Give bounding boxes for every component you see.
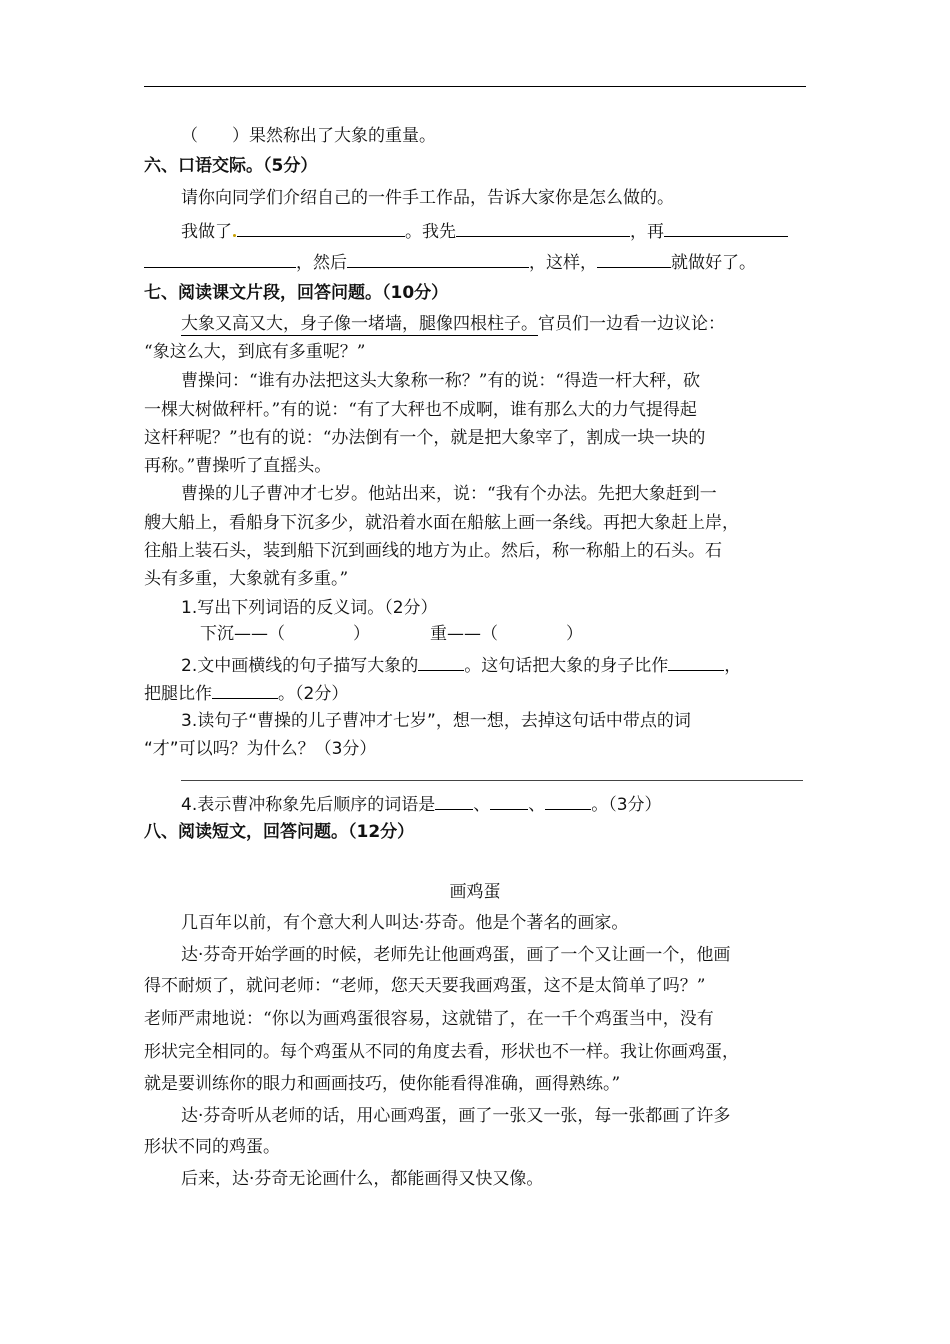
fill-blank[interactable] — [490, 791, 528, 810]
fill-blank[interactable] — [545, 791, 591, 810]
text: 4.表示曹冲称象先后顺序的词语是 — [181, 795, 436, 815]
text: 。（3分） — [591, 795, 662, 815]
passage-7-p3-line-1: 曹操的儿子曹冲才七岁。他站出来，说：“我有个办法。先把大象赶到一 — [181, 484, 717, 504]
underlined-sentence: 大象又高又大，身子像一堵墙，腿像四根柱子。 — [181, 314, 538, 334]
fill-blank[interactable] — [668, 652, 724, 671]
text: ，再 — [630, 222, 664, 242]
text: 。（2分） — [278, 684, 349, 704]
fill-blank[interactable] — [456, 218, 630, 237]
section-7-heading: 七、阅读课文片段，回答问题。（10分） — [144, 283, 449, 303]
fill-blank[interactable] — [237, 218, 405, 237]
story-p2-line-3: 老师严肃地说：“你以为画鸡蛋很容易，这就错了，在一千个鸡蛋当中，没有 — [144, 1009, 714, 1029]
story-title: 画鸡蛋 — [449, 882, 501, 902]
fill-blank[interactable] — [144, 249, 296, 268]
story-p1: 几百年以前，有个意大利人叫达·芬奇。他是个著名的画家。 — [181, 913, 629, 933]
section-6-prompt: 请你向同学们介绍自己的一件手工作品，告诉大家你是怎么做的。 — [181, 188, 674, 208]
passage-7-p2-line-3: 这杆秤呢？”也有的说：“办法倒有一个，就是把大象宰了，割成一块一块的 — [144, 428, 706, 448]
answer-line[interactable] — [181, 780, 803, 781]
fill-blank[interactable] — [418, 652, 464, 671]
question-7-4 — [181, 791, 806, 817]
header-rule — [144, 86, 806, 87]
text: 。我先 — [405, 222, 456, 242]
story-p3-line-2: 形状不同的鸡蛋。 — [144, 1137, 280, 1157]
antonym-pair-2[interactable]: 重——（ ） — [430, 624, 583, 644]
text: 官员们一边看一边议论： — [538, 314, 725, 334]
question-7-1: 1.写出下列词语的反义词。（2分） — [181, 598, 438, 618]
text: 、 — [528, 795, 546, 815]
passage-7-p3-line-4: 头有多重，大象就有多重。” — [144, 569, 349, 589]
question-7-3-line-2: “才”可以吗？为什么？（3分） — [144, 739, 377, 759]
fill-blank[interactable] — [212, 680, 278, 699]
section-6-line-2 — [144, 249, 806, 275]
text: 、 — [473, 795, 491, 815]
marker-dot — [233, 234, 236, 237]
passage-7-p3-line-2: 艘大船上，看船身下沉多少，就沿着水面在船舷上画一条线。再把大象赶上岸， — [144, 513, 739, 533]
passage-7-p2-line-4: 再称。”曹操听了直摇头。 — [144, 456, 332, 476]
question-7-1-pairs — [200, 622, 806, 646]
story-p3-line-1: 达·芬奇听从老师的话，用心画鸡蛋，画了一张又一张，每一张都画了许多 — [181, 1106, 731, 1126]
fill-blank[interactable] — [435, 791, 473, 810]
story-p4: 后来，达·芬奇无论画什么，都能画得又快又像。 — [181, 1169, 544, 1189]
story-p2-line-1: 达·芬奇开始学画的时候，老师先让他画鸡蛋，画了一个又让画一个，他画 — [181, 945, 731, 965]
passage-7-p3-line-3: 往船上装石头，装到船下沉到画线的地方为止。然后，称一称船上的石头。石 — [144, 541, 722, 561]
text: 就做好了。 — [671, 253, 756, 273]
story-p2-line-5: 就是要训练你的眼力和画画技巧，使你能看得准确，画得熟练。” — [144, 1074, 621, 1094]
question-7-2-line-1 — [181, 652, 806, 678]
story-p2-line-2: 得不耐烦了，就问老师：“老师，您天天要我画鸡蛋，这不是太简单了吗？” — [144, 976, 706, 996]
section-6-heading: 六、口语交际。（5分） — [144, 156, 318, 176]
section-6-line-1 — [181, 218, 806, 244]
fill-blank[interactable] — [347, 249, 529, 268]
section-8-heading: 八、阅读短文，回答问题。（12分） — [144, 822, 415, 842]
antonym-pair-1[interactable]: 下沉——（ ） — [200, 624, 370, 644]
text: ，然后 — [296, 253, 347, 273]
text: 把腿比作 — [144, 684, 212, 704]
story-p2-line-4: 形状完全相同的。每个鸡蛋从不同的角度去看，形状也不一样。我让你画鸡蛋， — [144, 1042, 739, 1062]
question-7-3-line-1: 3.读句子“曹操的儿子曹冲才七岁”，想一想，去掉这句话中带点的词 — [181, 711, 691, 731]
text: 。这句话把大象的身子比作 — [464, 656, 669, 676]
passage-7-p1-line-2: “象这么大，到底有多重呢？” — [144, 342, 366, 362]
fill-blank[interactable] — [597, 249, 671, 268]
text: ， — [724, 656, 742, 676]
fill-blank[interactable] — [664, 218, 788, 237]
q5-tail-line: （ ）果然称出了大象的重量。 — [181, 126, 436, 146]
text: 2.文中画横线的句子描写大象的 — [181, 656, 419, 676]
question-7-2-line-2 — [144, 680, 806, 706]
text: ，这样， — [529, 253, 597, 273]
passage-7-p2-line-2: 一棵大树做秤杆。”有的说：“有了大秤也不成啊，谁有那么大的力气提得起 — [144, 400, 697, 420]
text: 我做了 — [181, 222, 232, 242]
passage-7-p1-line-1 — [181, 312, 806, 336]
passage-7-p2-line-1: 曹操问：“谁有办法把这头大象称一称？”有的说：“得造一杆大秤，砍 — [181, 371, 701, 391]
